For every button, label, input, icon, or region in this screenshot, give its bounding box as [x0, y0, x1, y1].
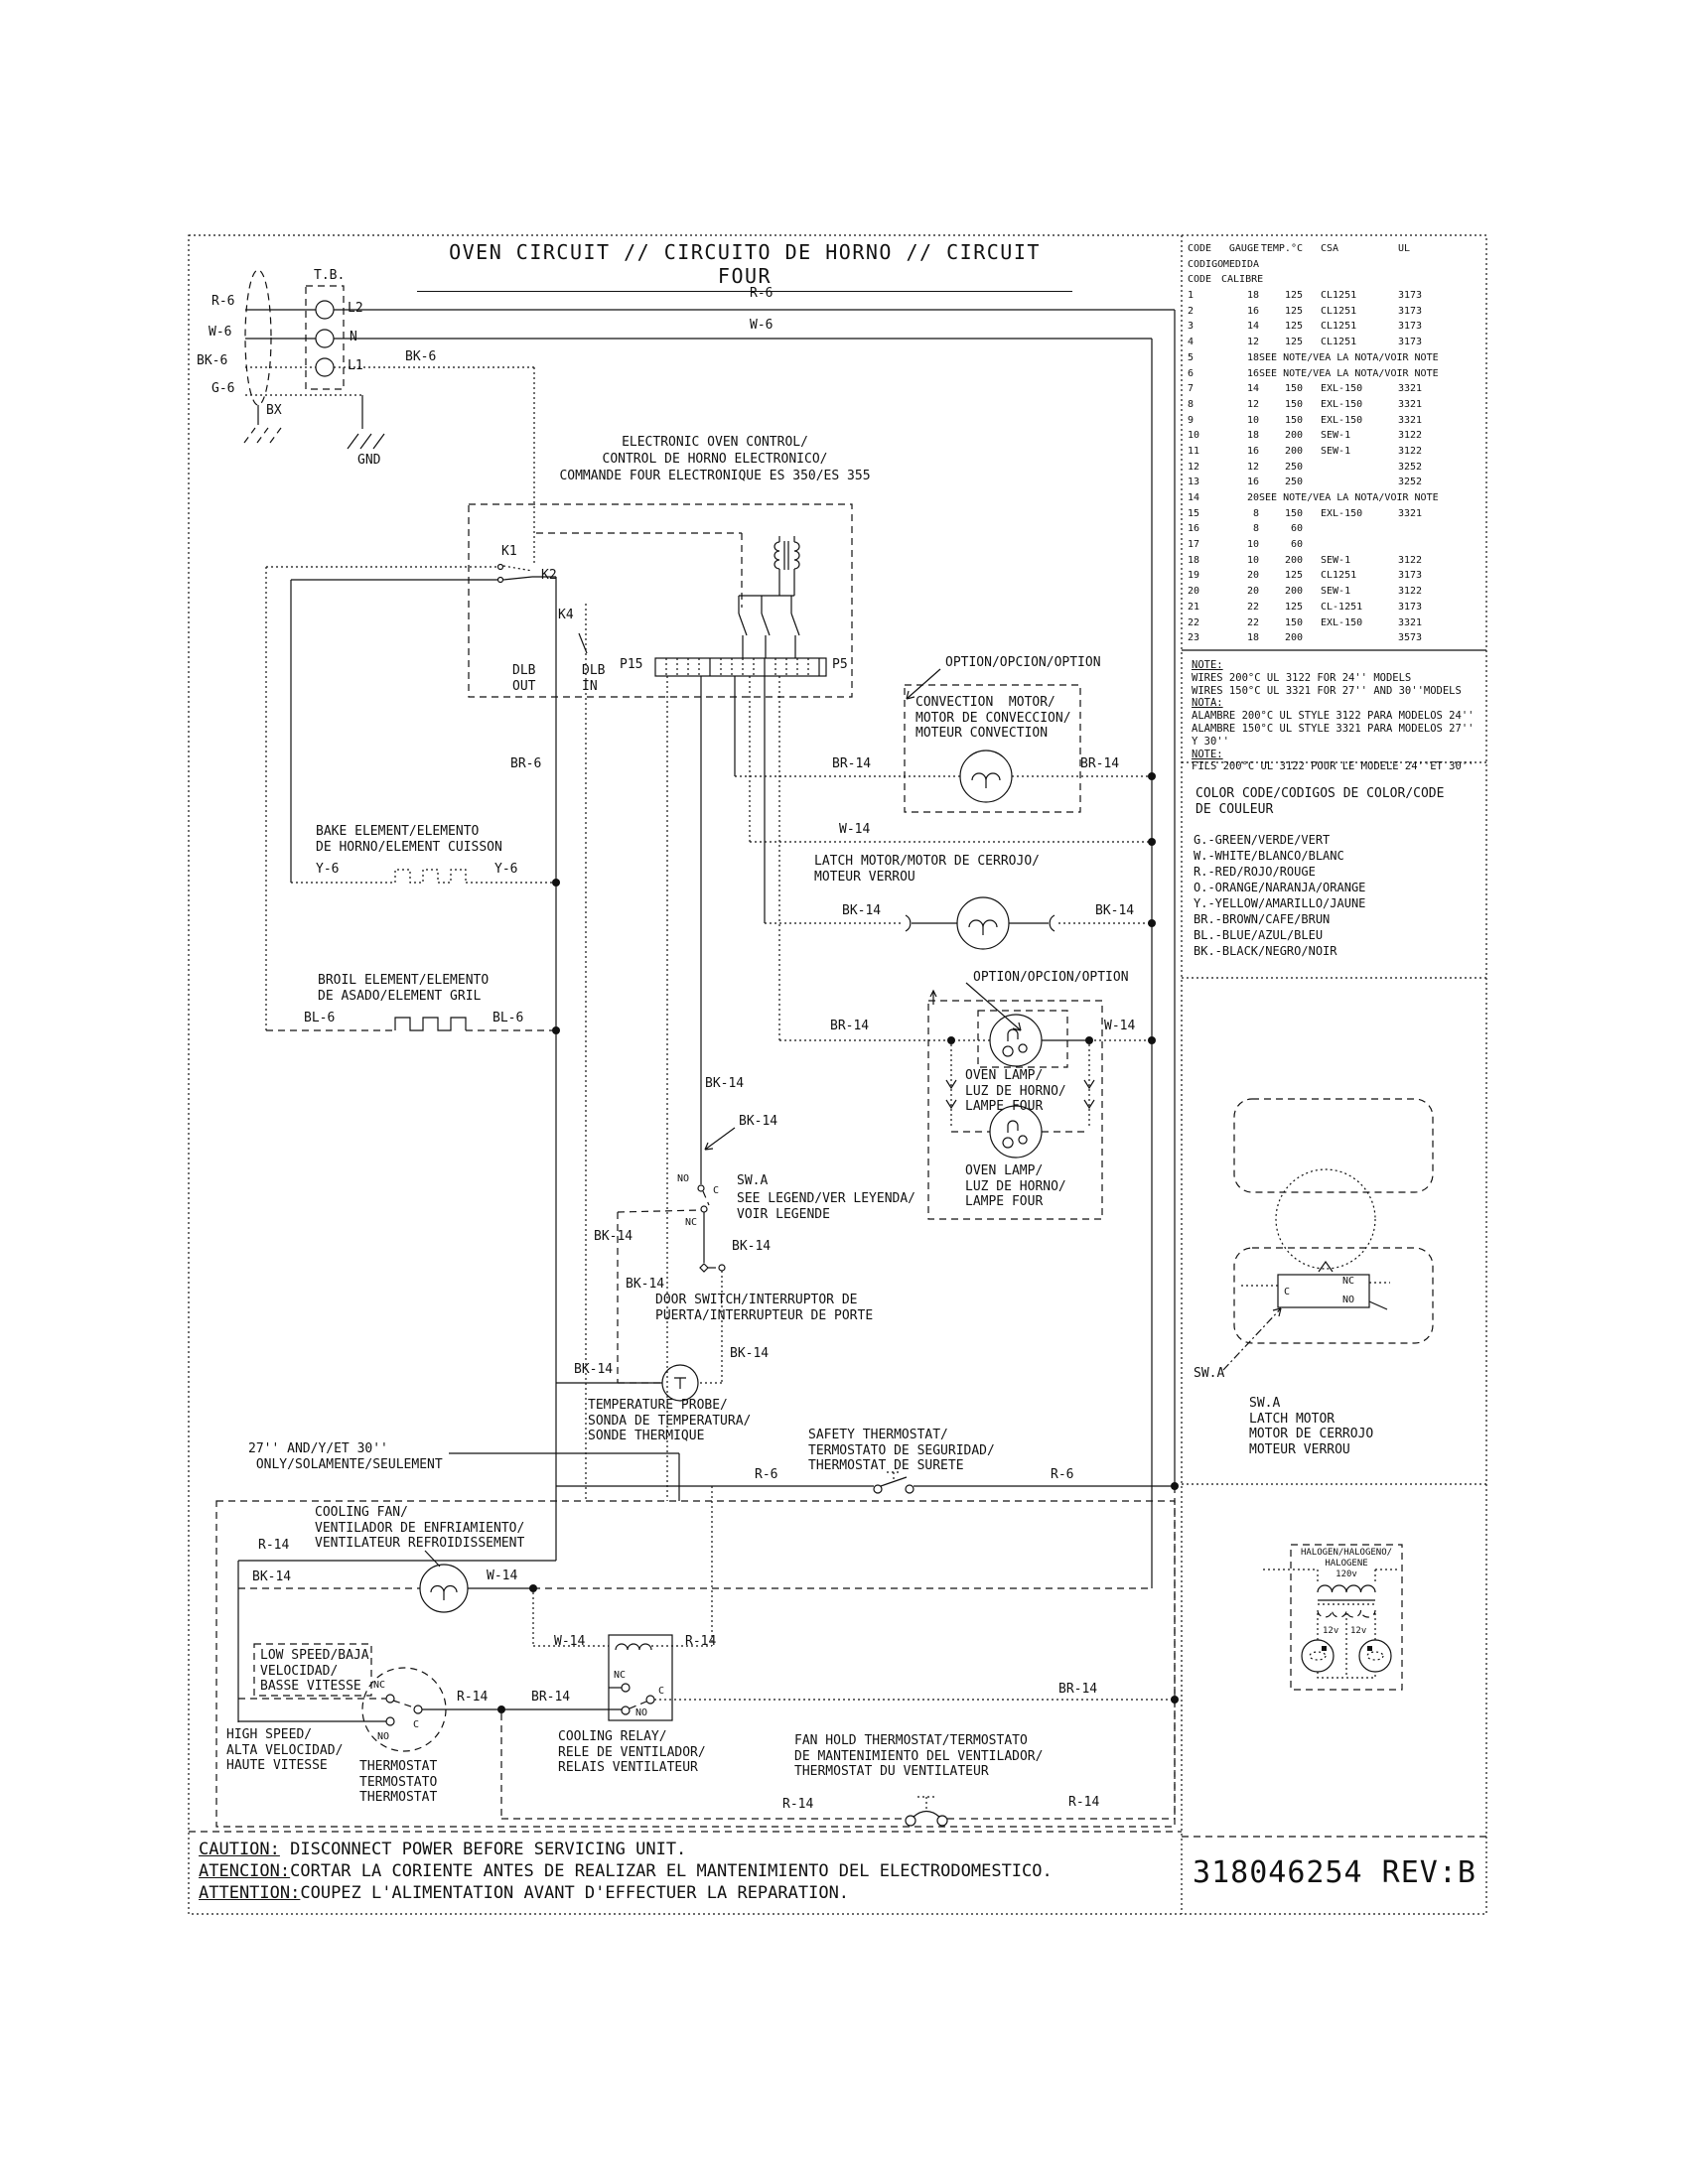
oven-control-box [266, 367, 852, 1561]
note-line: NOTE: [1192, 748, 1223, 760]
wire-label-bk14-probe-left: BK-14 [574, 1362, 614, 1377]
table-row: 10 18 200 SEW-1 3122 [1188, 430, 1423, 442]
convection-motor-label: CONVECTION MOTOR/ MOTOR DE CONVECCION/ MOTEUR CONVECTION [915, 695, 1071, 742]
table-row: 19 20 125 CL1251 3173 [1188, 570, 1423, 582]
thermostat-c: C [413, 1719, 420, 1730]
connector-p15-label: P15 [620, 657, 643, 672]
thermostat-label: THERMOSTAT TERMOSTATO THERMOSTAT [359, 1759, 438, 1806]
color-code-item: BR.-BROWN/CAFE/BRUN [1194, 912, 1331, 926]
halogen-12v-left: 12v [1323, 1626, 1339, 1636]
safety-thermostat [556, 1472, 1179, 1493]
door-switch-swa: SW.A [737, 1173, 769, 1188]
relay-no: NO [635, 1707, 648, 1718]
relay-k2-label: K2 [541, 568, 557, 583]
caution-line-es: ATENCION:CORTAR LA CORIENTE ANTES DE REALIZAR EL MANTENIMIENTO DEL ELECTRODOMESTICO. [199, 1861, 1053, 1881]
wire-label-r6-top: R-6 [750, 286, 774, 301]
table-row: 7 14 150 EXL-150 3321 [1188, 383, 1423, 395]
w14-wire [750, 838, 1156, 846]
note-line: WIRES 150°C UL 3321 FOR 27'' AND 30''MODELS [1192, 684, 1462, 697]
relay-k4-label: K4 [558, 608, 574, 622]
size-note-label: 27'' AND/Y/ET 30'' ONLY/SOLAMENTE/SEULEMENT [248, 1441, 443, 1472]
wire-label-bk6-left: BK-6 [197, 353, 228, 368]
wire-label-br14-thermo: BR-14 [531, 1690, 571, 1705]
wire-label-w6-top: W-6 [750, 318, 774, 333]
wire-label-r14-thermo: R-14 [457, 1690, 489, 1705]
wire-label-br14-conv-right: BR-14 [1080, 756, 1120, 771]
table-row: 2 16 125 CL1251 3173 [1188, 305, 1423, 317]
table-row: 8 12 150 EXL-150 3321 [1188, 398, 1423, 410]
terminal-block [244, 270, 1175, 449]
wire-label-bk14-probe-right: BK-14 [730, 1346, 770, 1361]
note-line: WIRES 200°C UL 3122 FOR 24'' MODELS [1192, 671, 1412, 684]
table-row: 22 22 150 EXL-150 3321 [1188, 616, 1423, 628]
wire-label-r6-safety-right: R-6 [1051, 1467, 1074, 1482]
high-speed-label: HIGH SPEED/ ALTA VELOCIDAD/ HAUTE VITESSE [226, 1727, 344, 1774]
wire-label-r14-fanhold-left: R-14 [782, 1797, 814, 1812]
part-number: 318046254 REV:B [1193, 1855, 1477, 1890]
oven-lamp-label-2: OVEN LAMP/ LUZ DE HORNO/ LAMPE FOUR [965, 1163, 1066, 1210]
wire-label-br6: BR-6 [510, 756, 542, 771]
thermostat-no: NO [377, 1731, 390, 1742]
wire-label-r14-fan: R-14 [258, 1538, 290, 1553]
table-row: 17 10 60 [1188, 539, 1303, 551]
relay-c: C [658, 1686, 665, 1697]
wire-label-w14-relay: W-14 [554, 1634, 586, 1649]
cooling-fan-label: COOLING FAN/ VENTILADOR DE ENFRIAMIENTO/ VENTILATEUR REFROIDISSEMENT [315, 1505, 525, 1552]
wire-label-bk14-door-e: BK-14 [626, 1277, 665, 1292]
wire-label-bk14-latch-right: BK-14 [1095, 903, 1135, 918]
bx-label: BX [266, 403, 282, 418]
table-row: 6 16SEE NOTE/VEA LA NOTA/VOIR NOTE [1188, 367, 1439, 379]
bake-element-label: BAKE ELEMENT/ELEMENTO DE HORNO/ELEMENT CUISSON [316, 824, 502, 855]
note-line: NOTE: [1192, 659, 1223, 671]
temperature-probe-label: TEMPERATURE PROBE/ SONDA DE TEMPERATURA/ SONDE THERMIQUE [588, 1398, 752, 1444]
wire-label-bk14-door-d: BK-14 [732, 1239, 772, 1254]
halogen-12v-right: 12v [1350, 1626, 1367, 1636]
terminal-block-title: T.B. [314, 268, 346, 283]
wire-label-bk14-door-a: BK-14 [705, 1076, 745, 1091]
color-code-item: BK.-BLACK/NEGRO/NOIR [1194, 944, 1337, 958]
wire-label-br14-relay-out: BR-14 [1058, 1682, 1098, 1697]
color-code-list [1194, 832, 1483, 959]
table-row: 12 12 250 3252 [1188, 461, 1423, 473]
gnd-label: GND [357, 453, 381, 468]
caution-line-en: CAUTION: DISCONNECT POWER BEFORE SERVICING UNIT. [199, 1840, 687, 1859]
color-code-item: Y.-YELLOW/AMARILLO/JAUNE [1194, 896, 1366, 910]
wire-label-bk6-mid: BK-6 [405, 349, 437, 364]
thermostat-nc: NC [373, 1680, 386, 1691]
wire-label-br14-conv-left: BR-14 [832, 756, 872, 771]
terminal-n: N [350, 330, 357, 344]
safety-thermostat-label: SAFETY THERMOSTAT/ TERMOSTATO DE SEGURIDAD/ THERMOSTAT DE SURETE [808, 1428, 995, 1474]
table-row: CODIGOMEDIDA [1188, 258, 1259, 270]
swa-switch-no: NO [1342, 1295, 1355, 1305]
swa-switch-nc: NC [1342, 1276, 1355, 1287]
wire-label-br14-lamp: BR-14 [830, 1019, 870, 1033]
table-row: 14 20SEE NOTE/VEA LA NOTA/VOIR NOTE [1188, 492, 1439, 503]
table-row: 23 18 200 3573 [1188, 632, 1423, 644]
table-row: 5 18SEE NOTE/VEA LA NOTA/VOIR NOTE [1188, 351, 1439, 363]
wire-label-bk14-door-b: BK-14 [739, 1114, 778, 1129]
caution-line-fr: ATTENTION:COUPEZ L'ALIMENTATION AVANT D'EFFECTUER LA REPARATION. [199, 1883, 850, 1903]
door-switch-c: C [713, 1185, 720, 1196]
table-row: 16 8 60 [1188, 523, 1303, 535]
color-code-item: O.-ORANGE/NARANJA/ORANGE [1194, 881, 1366, 894]
relay-nc: NC [614, 1670, 627, 1681]
dlb-out-label: DLB OUT [512, 663, 536, 694]
wire-label-w6-left: W-6 [209, 325, 232, 340]
option-label-lamps: OPTION/OPCION/OPTION [973, 970, 1129, 985]
oven-control-title: ELECTRONIC OVEN CONTROL/ CONTROL DE HORNO ELECTRONICO/ COMMANDE FOUR ELECTRONIQUE ES 350/ES 355 [559, 435, 871, 483]
option-label-convection: OPTION/OPCION/OPTION [945, 655, 1101, 670]
diagram-title: OVEN CIRCUIT // CIRCUITO DE HORNO // CIRCUIT FOUR [417, 240, 1072, 292]
table-row: 9 10 150 EXL-150 3321 [1188, 414, 1423, 426]
table-row: 15 8 150 EXL-150 3321 [1188, 507, 1423, 519]
color-code-item: R.-RED/ROJO/ROUGE [1194, 865, 1316, 879]
wire-label-bl6-right: BL-6 [492, 1011, 524, 1025]
swa-switch-c: C [1284, 1287, 1291, 1297]
terminal-l2: L2 [348, 301, 363, 316]
wire-label-w14-lamp: W-14 [1104, 1019, 1136, 1033]
color-code-item: W.-WHITE/BLANCO/BLANC [1194, 849, 1344, 863]
swa-pointer-label: SW.A [1194, 1366, 1225, 1381]
swa-legend-label: SW.A LATCH MOTOR MOTOR DE CERROJO MOTEUR VERROU [1249, 1396, 1374, 1457]
note-line: ALAMBRE 150°C UL STYLE 3321 PARA MODELOS 27'' Y 30'' [1192, 722, 1475, 748]
wire-label-bk14-fan: BK-14 [252, 1570, 292, 1584]
color-code-title: COLOR CODE/CODIGOS DE COLOR/CODE DE COULEUR [1196, 786, 1445, 817]
size-note-bracket [449, 1453, 679, 1501]
wire-label-bk14-latch-left: BK-14 [842, 903, 882, 918]
color-code-item: G.-GREEN/VERDE/VERT [1194, 833, 1331, 847]
wire-label-r6-safety-left: R-6 [755, 1467, 778, 1482]
wire-label-bl6-left: BL-6 [304, 1011, 336, 1025]
latch-motor-label: LATCH MOTOR/MOTOR DE CERROJO/ MOTEUR VERROU [814, 854, 1040, 885]
broil-element-label: BROIL ELEMENT/ELEMENTO DE ASADO/ELEMENT GRIL [318, 973, 490, 1004]
wire-label-bk14-door-c: BK-14 [594, 1229, 633, 1244]
table-row: 21 22 125 CL-1251 3173 [1188, 601, 1423, 613]
table-row: 1 18 125 CL1251 3173 [1188, 290, 1423, 302]
table-row: CODE GAUGE TEMP.°C CSA UL [1188, 243, 1411, 254]
wire-label-r14-fanhold-right: R-14 [1068, 1795, 1100, 1810]
door-switch [618, 1128, 735, 1383]
fan-hold-label: FAN HOLD THERMOSTAT/TERMOSTATO DE MANTENIMIENTO DEL VENTILADOR/ THERMOSTAT DU VENTILATEUR [794, 1733, 1044, 1780]
swa-legend [1223, 1099, 1433, 1370]
wire-label-w14-fan: W-14 [487, 1569, 518, 1583]
note-line: NOTA: [1192, 697, 1223, 710]
wire-gauge-table [1188, 241, 1483, 646]
table-row: 13 16 250 3252 [1188, 477, 1423, 488]
table-row: 11 16 200 SEW-1 3122 [1188, 445, 1423, 457]
terminal-l1: L1 [348, 358, 363, 373]
table-row: CODE CALIBRE [1188, 274, 1264, 286]
oven-lamp-label-1: OVEN LAMP/ LUZ DE HORNO/ LAMPE FOUR [965, 1068, 1066, 1115]
relay-k1-label: K1 [501, 544, 517, 559]
dlb-in-label: DLB IN [582, 663, 606, 694]
see-legend-label: SEE LEGEND/VER LEYENDA/ VOIR LEGENDE [737, 1191, 916, 1222]
table-row: 4 12 125 CL1251 3173 [1188, 337, 1423, 348]
table-row: 20 20 200 SEW-1 3122 [1188, 586, 1423, 598]
wire-label-g6-left: G-6 [211, 381, 235, 396]
wire-label-r14-relay: R-14 [685, 1634, 717, 1649]
note-line: FILS 200°C UL 3122 POUR LE MODELE 24''ET 30'' [1192, 760, 1475, 773]
table-row: 18 10 200 SEW-1 3122 [1188, 554, 1423, 566]
note-line: ALAMBRE 200°C UL STYLE 3122 PARA MODELOS 24'' [1192, 710, 1475, 723]
cooling-relay-label: COOLING RELAY/ RELE DE VENTILADOR/ RELAIS VENTILATEUR [558, 1729, 706, 1776]
wire-label-y6-left: Y-6 [316, 862, 340, 877]
wire-label-w14-latch: W-14 [839, 822, 871, 837]
wire-label-r6-left: R-6 [211, 294, 235, 309]
table-row: 3 14 125 CL1251 3173 [1188, 321, 1423, 333]
bus-lines [1152, 310, 1175, 1819]
halogen-title: HALOGEN/HALOGENO/ HALOGENE 120v [1300, 1548, 1393, 1579]
door-switch-no: NO [677, 1173, 690, 1184]
door-switch-label: DOOR SWITCH/INTERRUPTOR DE PUERTA/INTERRUPTEUR DE PORTE [655, 1293, 874, 1323]
connector-p5-label: P5 [832, 657, 848, 672]
notes-panel [1192, 659, 1481, 773]
wire-label-y6-right: Y-6 [494, 862, 518, 877]
low-speed-label: LOW SPEED/BAJA VELOCIDAD/ BASSE VITESSE [260, 1648, 369, 1695]
color-code-item: BL.-BLUE/AZUL/BLEU [1194, 928, 1324, 942]
door-switch-nc: NC [685, 1217, 698, 1228]
